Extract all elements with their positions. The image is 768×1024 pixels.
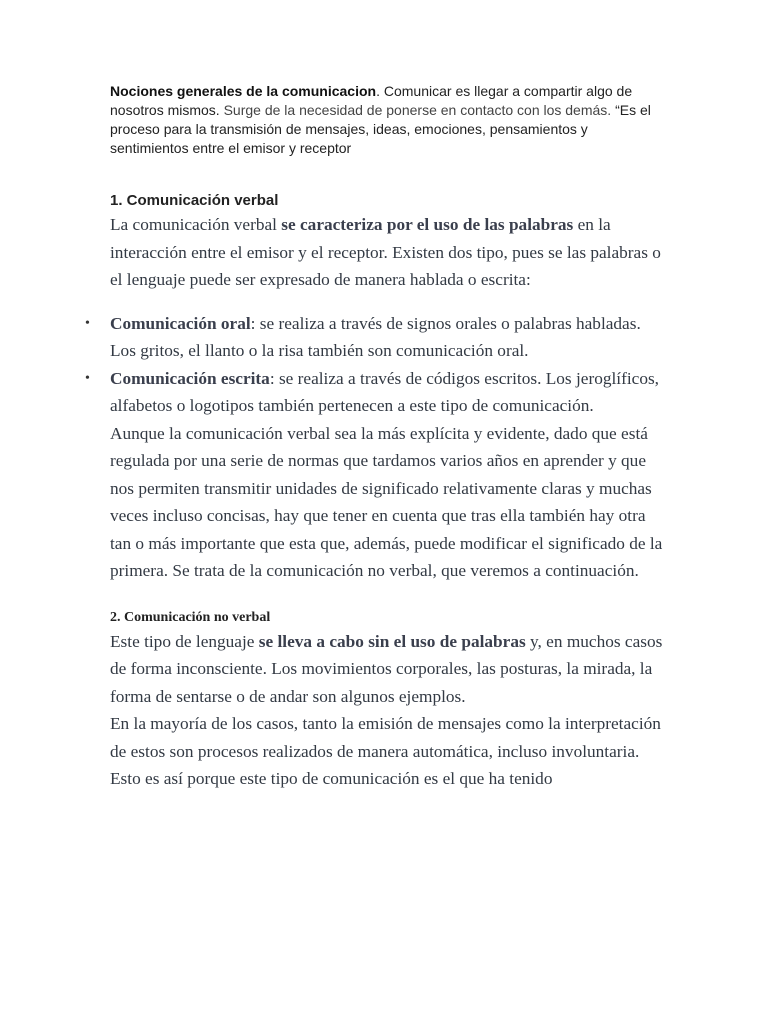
section-heading-nonverbal: 2. Comunicación no verbal bbox=[110, 609, 271, 625]
bullet-icon: • bbox=[85, 370, 90, 386]
nonverbal-emphasis: se lleva a cabo sin el uso de palabras bbox=[258, 631, 526, 651]
list-item-escrita bbox=[85, 365, 670, 420]
nonverbal-text-a: Este tipo de lenguaje bbox=[110, 631, 259, 651]
verbal-explanation-paragraph: Aunque la comunicación verbal sea la más explícita y evidente, dado que está regulada por una serie de normas que tardamos varios años en aprender y que nos permiten transmitir unidades de significado relativamente claras y muchas veces incluso concisas, hay que tener en cuenta que tras ella también hay otra tan o más importante que esta que, además, puede modificar el significado de la primera. Se trata de la comunicación no verbal, que veremos a continuación. bbox=[110, 423, 663, 580]
verbal-text-a: La comunicación verbal bbox=[110, 215, 282, 234]
intro-lead: Nociones generales de la comunicacion bbox=[110, 83, 377, 99]
verbal-emphasis: se caracteriza por el uso de las palabras bbox=[281, 215, 574, 234]
list-term-escrita: Comunicación escrita bbox=[110, 368, 270, 388]
list-text-escrita: : se realiza a través de códigos escritos. Los jeroglíficos, alfabetos o logotipos también pertenecen a este tipo de comunicación. bbox=[110, 368, 660, 415]
intro-text-1: . Comunicar es llegar a compartir algo de nosotros mismos. bbox=[110, 83, 633, 118]
section-heading-verbal: 1. Comunicación verbal bbox=[110, 192, 279, 209]
intro-paragraph bbox=[110, 82, 670, 158]
bullet-icon: • bbox=[85, 315, 90, 331]
list-item-oral bbox=[85, 310, 670, 365]
document-page bbox=[85, 82, 670, 793]
verbal-text-c: en la interacción entre el emisor y el receptor. Existen dos tipo, pues se las palabras o el lenguaje puede ser expresado de manera hablada o escrita: bbox=[110, 215, 661, 289]
verbal-types-list bbox=[85, 310, 670, 420]
nonverbal-paragraph bbox=[110, 628, 670, 711]
list-term-oral: Comunicación oral bbox=[110, 313, 251, 333]
intro-text-2: Surge de la necesidad de ponerse en contacto con los demás. bbox=[223, 102, 612, 118]
nonverbal-continuation-paragraph: En la mayoría de los casos, tanto la emisión de mensajes como la interpretación de estos son procesos realizados de manera automática, incluso involuntaria. Esto es así porque este tipo de comunicación es el que ha tenido bbox=[110, 714, 661, 788]
verbal-paragraph bbox=[110, 211, 670, 294]
intro-text-3: “Es el proceso para la transmisión de mensajes, ideas, emociones, pensamientos y sentimientos entre el emisor y receptor bbox=[110, 102, 651, 156]
nonverbal-text-c: y, en muchos casos de forma inconsciente. Los movimientos corporales, las posturas, la mirada, la forma de sentarse o de andar son algunos ejemplos. bbox=[110, 631, 663, 706]
list-text-oral: : se realiza a través de signos orales o palabras habladas. Los gritos, el llanto o la risa también son comunicación oral. bbox=[110, 313, 641, 360]
